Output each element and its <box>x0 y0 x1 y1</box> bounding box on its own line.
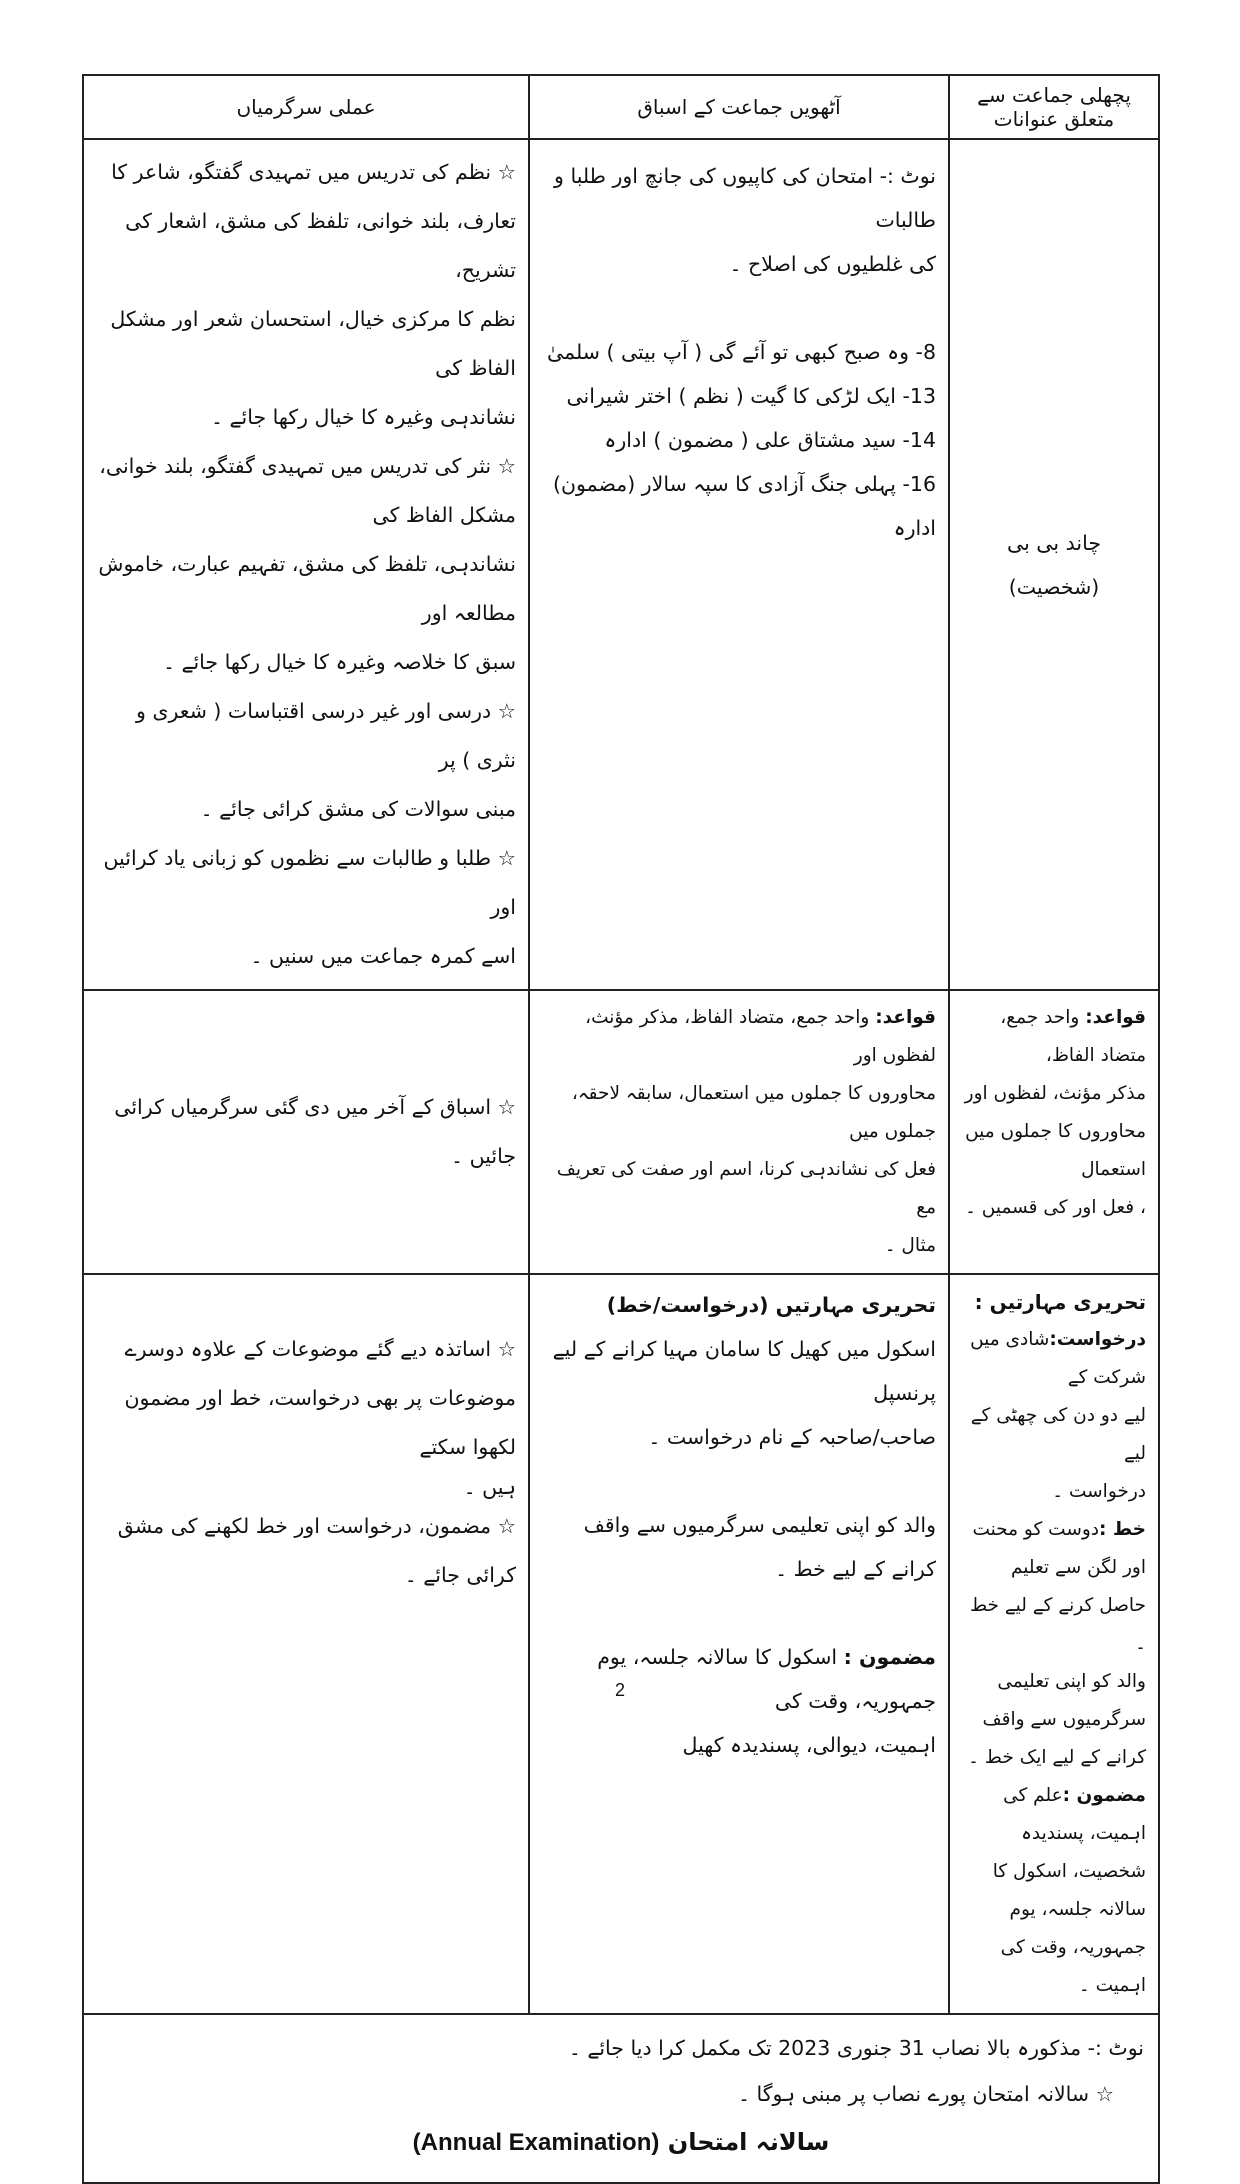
row2-lessons <box>529 990 949 1274</box>
lesson-line: اہمیت، دیوالی، پسندیدہ کھیل <box>682 1733 936 1757</box>
lesson-line: 14- سید مشتاق علی ( مضمون ) ادارہ <box>604 428 936 452</box>
lesson-line: مثال ۔ <box>884 1235 936 1256</box>
table-row <box>83 139 1159 990</box>
activity-line: سبق کا خلاصہ وغیرہ کا خیال رکھا جائے ۔ <box>162 650 516 674</box>
footer-note-cell <box>83 2014 1159 2183</box>
header-prev-topics: پچھلی جماعت سے متعلق عنوانات <box>949 75 1159 139</box>
activity-line: ☆ مضمون، درخواست اور خط لکھنے کی مشق کرائی جائے ۔ <box>117 1514 516 1587</box>
annual-exam-title <box>98 2117 1144 2168</box>
activity-line: مبنی سوالات کی مشق کرائی جائے ۔ <box>200 797 516 821</box>
syllabus-table <box>82 74 1160 2184</box>
header-lessons: آٹھویں جماعت کے اسباق <box>529 75 949 139</box>
activity-line: ☆ اسباق کے آخر میں دی گئی سرگرمیاں کرائی جائیں ۔ <box>114 1095 516 1168</box>
activity-line: نشاندہی، تلفظ کی مشق، تفہیم عبارت، خاموش مطالعہ اور <box>98 552 516 625</box>
activity-line: ☆ نثر کی تدریس میں تمہیدی گفتگو، بلند خوانی، مشکل الفاظ کی <box>99 454 516 527</box>
row1-lessons <box>529 139 949 990</box>
lesson-line: والد کو اپنی تعلیمی سرگرمیوں سے واقف کرانے کے لیے خط ۔ <box>583 1513 936 1581</box>
lesson-line: صاحب/صاحبہ کے نام درخواست ۔ <box>648 1425 936 1449</box>
activity-line: ☆ درسی اور غیر درسی اقتباسات ( شعری و نثری ) پر <box>136 699 516 772</box>
exam-title-urdu: سالانہ امتحان <box>667 2128 830 2156</box>
lesson-line <box>542 286 936 330</box>
activity-line: نظم کا مرکزی خیال، استحسان شعر اور مشکل الفاظ کی <box>110 307 516 380</box>
grammar-label: قواعد: <box>1085 1007 1146 1028</box>
row1-prev-topics <box>949 139 1159 990</box>
lesson-line: محاوروں کا جملوں میں استعمال، سابقہ لاحقہ، جملوں میں <box>571 1083 936 1142</box>
writing-skills-title: تحریری مہارتیں (درخواست/خط) <box>606 1293 936 1317</box>
lesson-line: اسکول کا سالانہ جلسہ، یوم جمہوریہ، وقت کی <box>597 1645 936 1713</box>
writing-skills-title: تحریری مہارتیں : <box>974 1290 1146 1314</box>
footer-row <box>83 2014 1159 2183</box>
activity-line: اسے کمرہ جماعت میں سنیں ۔ <box>250 944 516 968</box>
lesson-line <box>542 1591 936 1635</box>
lesson-line: واحد جمع، متضاد الفاظ، مذکر مؤنث، لفظوں اور <box>585 1007 936 1066</box>
annual-exam-note: ☆ سالانہ امتحان پورے نصاب پر مبنی ہوگا ۔ <box>737 2082 1114 2106</box>
row2-activities <box>83 990 529 1274</box>
row1-activities <box>83 139 529 990</box>
grammar-label: قواعد: <box>875 1007 936 1028</box>
essay-label: مضمون : <box>843 1645 936 1669</box>
activity-line: ☆ نظم کی تدریس میں تمہیدی گفتگو، شاعر کا <box>111 160 516 184</box>
lesson-line: اسکول میں کھیل کا سامان مہیا کرانے کے لیے پرنسپل <box>552 1337 936 1405</box>
prev-line: محاوروں کا جملوں میں استعمال <box>965 1121 1146 1180</box>
table-row <box>83 1274 1159 2014</box>
row2-prev-topics <box>949 990 1159 1274</box>
prev-topic: چاند بی بی (شخصیت) <box>1006 530 1101 599</box>
page-number: 2 <box>614 1680 625 1700</box>
prev-line: مذکر مؤنث، لفظوں اور <box>964 1083 1146 1104</box>
lesson-line: فعل کی نشاندہی کرنا، اسم اور صفت کی تعریف مع <box>556 1159 936 1218</box>
lesson-line: نوٹ :- امتحان کی کاپیوں کی جانچ اور طلبا و طالبات <box>554 164 936 232</box>
prev-line: ، فعل اور کی قسمیں ۔ <box>965 1197 1146 1218</box>
header-activities: عملی سرگرمیاں <box>83 75 529 139</box>
activity-line: ہیں ۔ <box>463 1475 516 1499</box>
activity-line: نشاندہی وغیرہ کا خیال رکھا جائے ۔ <box>210 405 516 429</box>
activity-line: ☆ اساتذہ دیے گئے موضوعات کے علاوہ دوسرے <box>124 1337 516 1361</box>
exam-title-english: (Annual Examination) <box>412 2129 660 2156</box>
row3-activities <box>83 1274 529 2014</box>
row3-prev-topics: تحریری مہارتیں : درخواست:شادی میں شرکت کے لیے دو دن کی چھٹی کے لیے درخواست ۔ خط :دوست کو محنت اور لگن سے تعلیم حاصل کرنے کے لیے خط ۔ والد کو اپنی تعلیمی سرگرمیوں سے واقف کرانے کے لیے ایک خط ۔ مضمون :علم کی اہمیت، پسندیدہ شخصیت، اسکول کا سالانہ جلسہ، یوم جمہوریہ، وقت کی اہمیت ۔ <box>949 1274 1159 2014</box>
row3-lessons <box>529 1274 949 2014</box>
activity-line: تعارف، بلند خوانی، تلفظ کی مشق، اشعار کی تشریح، <box>125 209 516 282</box>
activity-line: ☆ طلبا و طالبات سے نظموں کو زبانی یاد کرائیں اور <box>103 846 516 919</box>
header-row <box>83 75 1159 139</box>
completion-note: نوٹ :- مذکورہ بالا نصاب 31 جنوری 2023 تک مکمل کرا دیا جائے ۔ <box>568 2036 1144 2060</box>
lesson-line: کی غلطیوں کی اصلاح ۔ <box>729 252 936 276</box>
lesson-line: 8- وہ صبح کبھی تو آئے گی ( آپ بیتی ) سلمیٰ <box>547 340 936 364</box>
prev-line: واحد جمع، متضاد الفاظ، <box>1000 1007 1146 1066</box>
activity-line: موضوعات پر بھی درخواست، خط اور مضمون لکھوا سکتے <box>124 1386 516 1459</box>
table-row <box>83 990 1159 1274</box>
lesson-line <box>542 1459 936 1503</box>
lesson-line: 13- ایک لڑکی کا گیت ( نظم ) اختر شیرانی <box>566 384 936 408</box>
lesson-line: 16- پہلی جنگ آزادی کا سپہ سالار (مضمون) ادارہ <box>552 472 936 540</box>
